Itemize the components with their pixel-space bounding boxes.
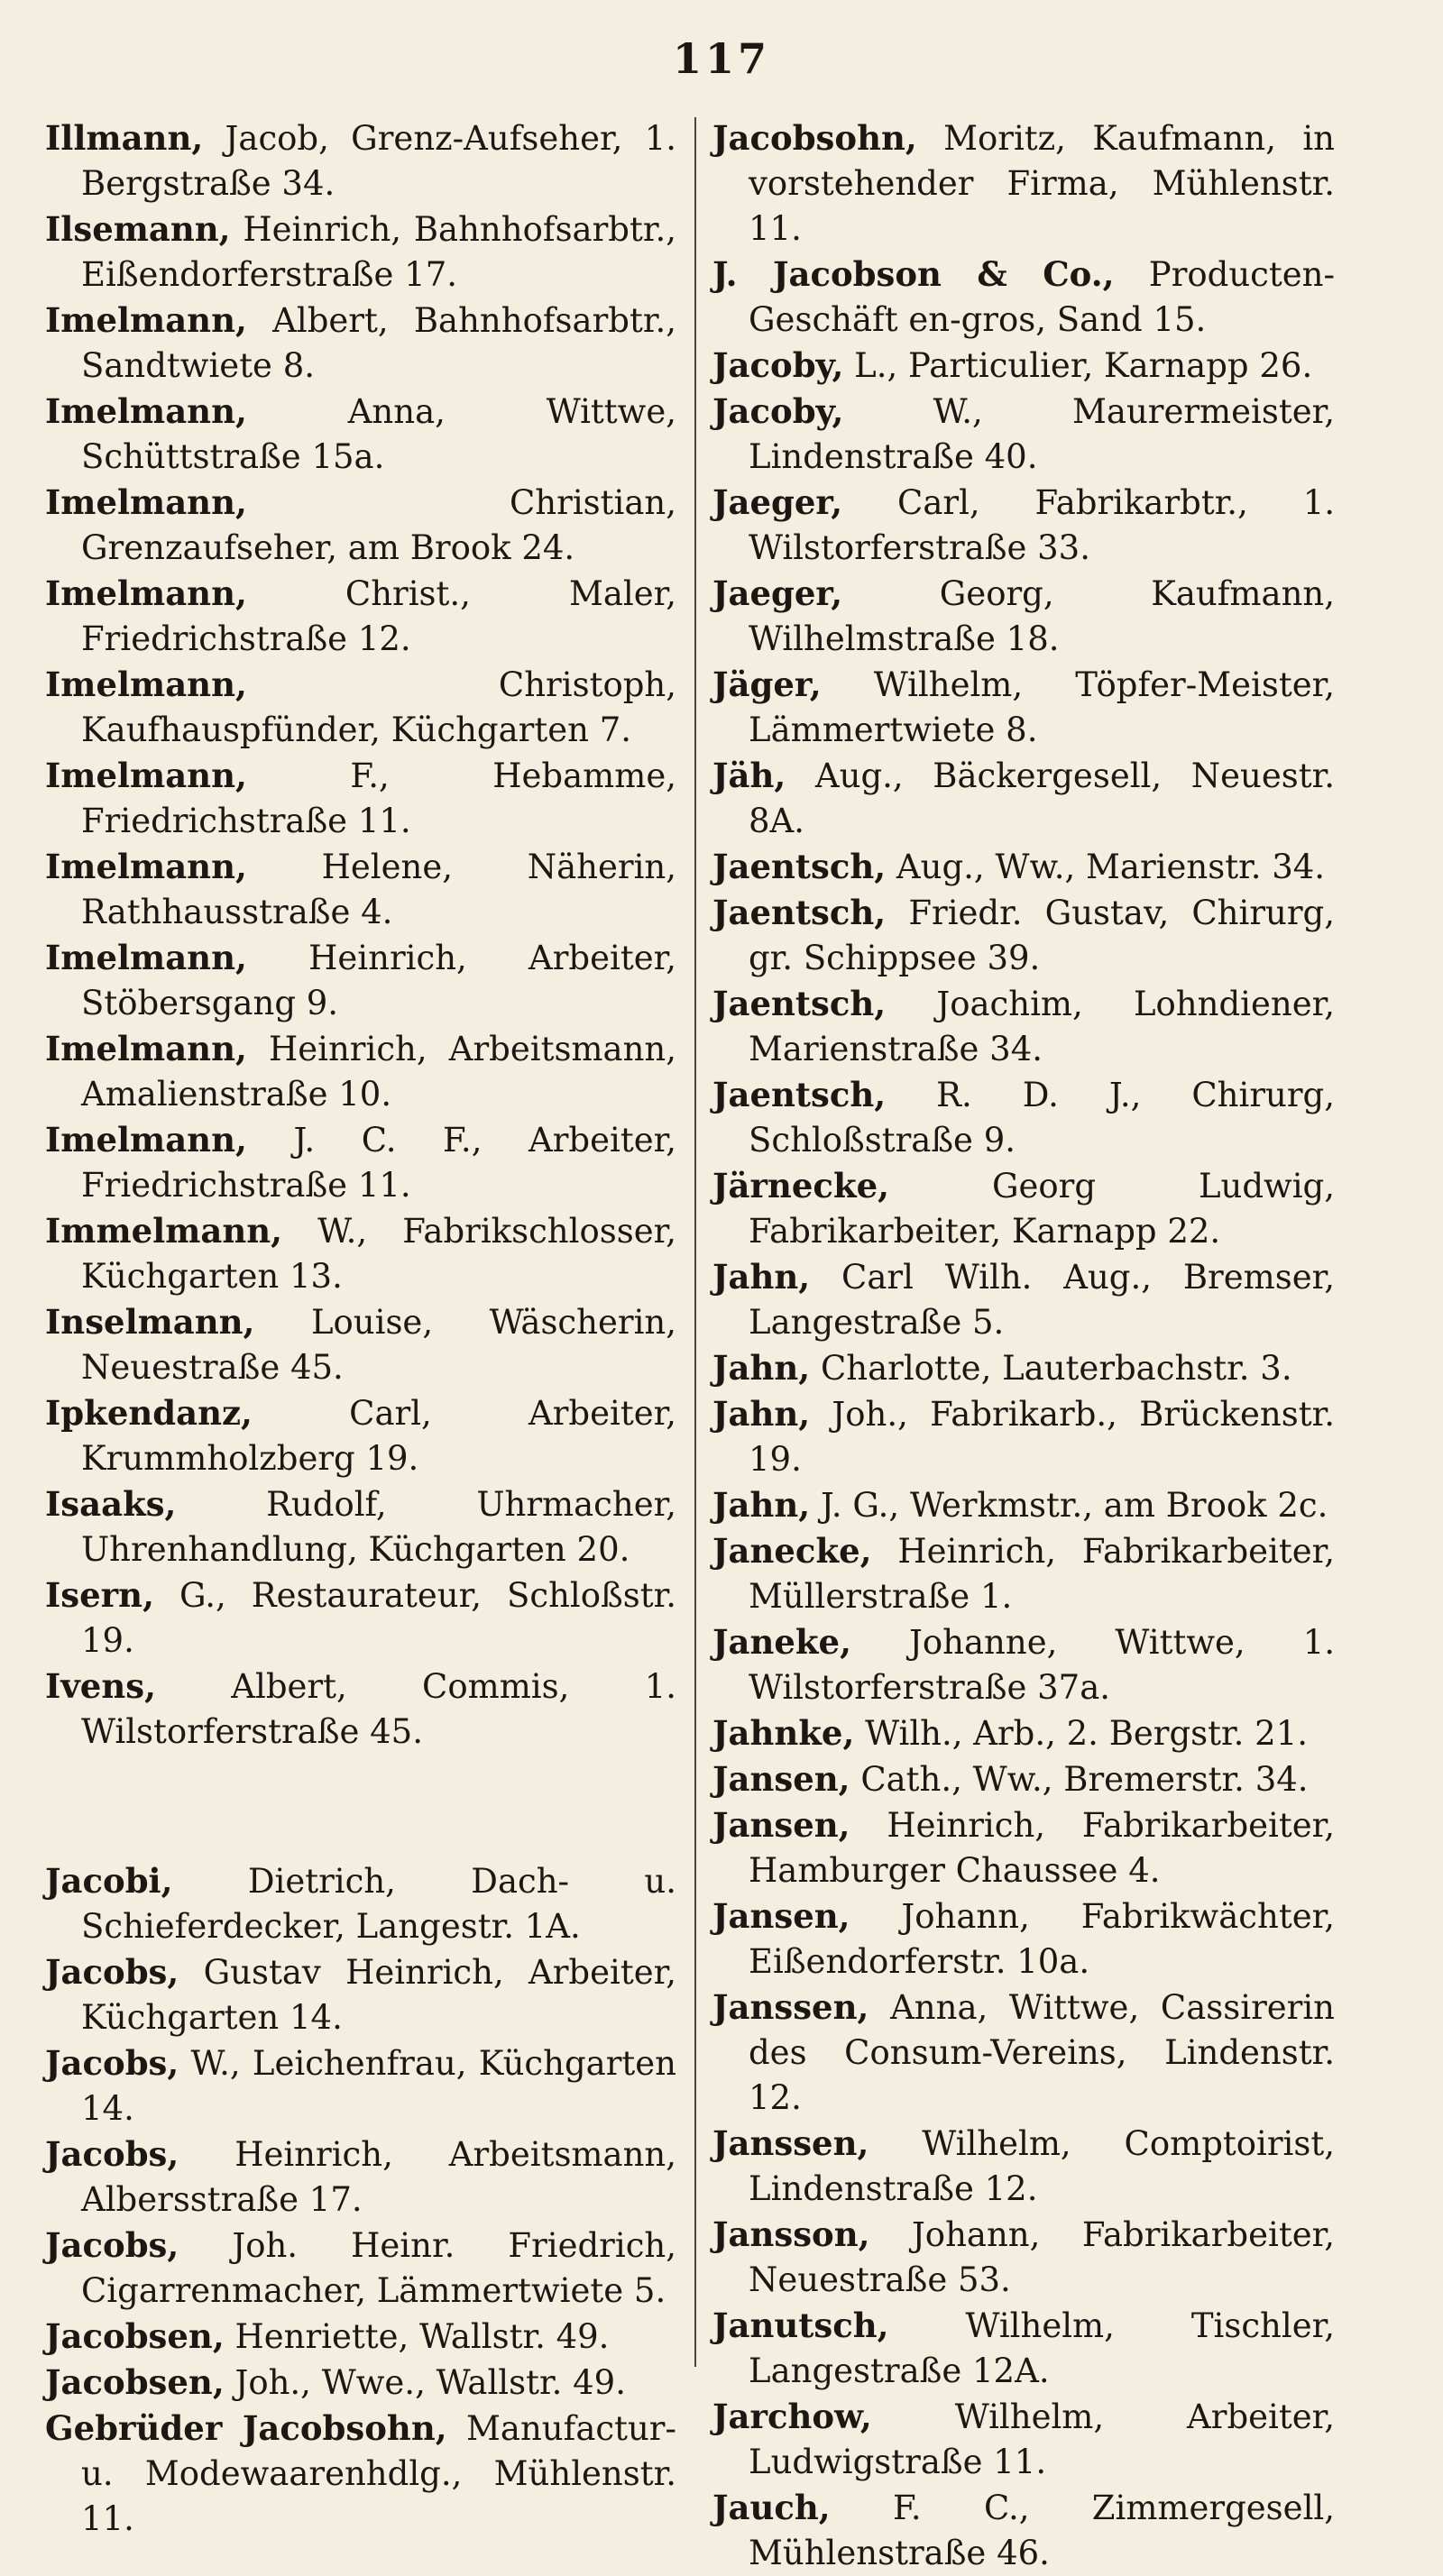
entry-details: Christian, Grenzaufseher, am Brook 24. xyxy=(81,483,676,567)
entry-surname: Janecke, xyxy=(712,1531,872,1571)
directory-entry xyxy=(712,1985,1335,2121)
directory-entry xyxy=(712,571,1335,662)
left-group-1 xyxy=(45,115,676,1755)
entry-details: Joh. Heinr. Friedrich, Cigarrenmacher, Lämmertwiete 5. xyxy=(81,2226,677,2310)
entry-details: L., Particulier, Karnapp 26. xyxy=(854,346,1313,385)
entry-details: J. G., Werkmstr., am Brook 2c. xyxy=(820,1486,1328,1525)
directory-entry xyxy=(712,115,1335,252)
entry-surname: Imelmann, xyxy=(45,847,247,886)
entry-details: Johann, Fabrikwächter, Eißendorferstr. 10a. xyxy=(749,1897,1335,1981)
directory-entry xyxy=(712,662,1335,753)
entry-details: Georg, Kaufmann, Wilhelmstraße 18. xyxy=(749,574,1335,658)
directory-entry xyxy=(45,2406,676,2542)
entry-details: Gustav Heinrich, Arbeiter, Küchgarten 14. xyxy=(81,1953,676,2037)
entry-details: Heinrich, Arbeitsmann, Albersstraße 17. xyxy=(81,2135,676,2219)
directory-entry xyxy=(712,1254,1335,1345)
directory-entry xyxy=(45,1664,676,1755)
entry-surname: Imelmann, xyxy=(45,1029,247,1068)
entry-surname: J. Jacobson & Co., xyxy=(712,254,1115,294)
entry-details: Heinrich, Bahnhofsarbtr., Eißendorferstraße 17. xyxy=(81,210,676,294)
directory-entry xyxy=(712,389,1335,480)
entry-details: Wilhelm, Comptoirist, Lindenstraße 12. xyxy=(749,2124,1336,2208)
entry-surname: Jaentsch, xyxy=(712,847,887,886)
entry-details: Carl, Fabrikarbtr., 1. Wilstorferstraße 33. xyxy=(749,483,1336,567)
entry-details: Jacob, Grenz-Aufseher, 1. Bergstraße 34. xyxy=(81,119,676,203)
directory-entry xyxy=(712,2121,1335,2212)
entry-details: G., Restaurateur, Schloßstr. 19. xyxy=(81,1576,676,1660)
entry-details: Joachim, Lohndiener, Marienstraße 34. xyxy=(749,985,1335,1068)
entry-details: Wilhelm, Arbeiter, Ludwigstraße 11. xyxy=(749,2397,1336,2481)
directory-entry xyxy=(45,662,676,753)
entry-details: Albert, Bahnhofsarbtr., Sandtwiete 8. xyxy=(81,301,676,385)
entry-surname: Jauch, xyxy=(712,2488,831,2527)
entry-surname: Janutsch, xyxy=(712,2306,889,2345)
directory-entry xyxy=(45,115,676,206)
entry-details: Heinrich, Fabrikarbeiter, Hamburger Chaussee 4. xyxy=(749,1806,1336,1890)
directory-entry xyxy=(45,1208,676,1299)
directory-entry xyxy=(712,844,1335,890)
entry-details: Rudolf, Uhrmacher, Uhrenhandlung, Küchgarten 20. xyxy=(81,1485,677,1569)
directory-entry xyxy=(45,1299,676,1390)
directory-entry xyxy=(712,480,1335,571)
entry-details: Anna, Wittwe, Cassirerin des Consum-Vereins, Lindenstr. 12. xyxy=(749,1988,1335,2117)
directory-entry xyxy=(45,480,676,571)
directory-entry xyxy=(712,2212,1335,2303)
entry-details: Moritz, Kaufmann, in vorstehender Firma, Mühlenstr. 11. xyxy=(749,119,1335,248)
entry-surname: Jäh, xyxy=(712,756,786,795)
directory-entry xyxy=(45,1572,676,1664)
entry-details: Carl Wilh. Aug., Bremser, Langestraße 5. xyxy=(749,1258,1335,1342)
entry-details: Wilh., Arb., 2. Bergstr. 21. xyxy=(865,1714,1309,1753)
directory-entry xyxy=(45,571,676,662)
directory-entry xyxy=(45,389,676,480)
entry-surname: Jahn, xyxy=(712,1394,811,1434)
entry-surname: Jacobs, xyxy=(45,2043,179,2083)
entry-details: Georg Ludwig, Fabrikarbeiter, Karnapp 22. xyxy=(749,1167,1335,1251)
directory-entry xyxy=(45,2360,676,2406)
entry-details: Heinrich, Fabrikarbeiter, Müllerstraße 1. xyxy=(749,1532,1336,1616)
right-column xyxy=(712,115,1335,2576)
entry-surname: Jacobs, xyxy=(45,1952,179,1992)
directory-entry xyxy=(45,2223,676,2314)
entry-surname: Jahn, xyxy=(712,1257,811,1297)
entry-surname: Jacobsohn, xyxy=(712,118,917,158)
entry-surname: Jansen, xyxy=(712,1759,850,1799)
entry-surname: Jacoby, xyxy=(712,345,844,385)
entry-surname: Jahn, xyxy=(712,1485,811,1525)
entry-surname: Imelmann, xyxy=(45,665,247,704)
entry-details: R. D. J., Chirurg, Schloßstraße 9. xyxy=(749,1076,1335,1160)
entry-surname: Jarchow, xyxy=(712,2397,872,2436)
directory-entry xyxy=(712,1710,1335,1756)
entry-details: Manufactur- u. Modewaarenhdlg., Mühlenstr. 11. xyxy=(81,2409,676,2538)
entry-surname: Immelmann, xyxy=(45,1211,283,1251)
entry-surname: Imelmann, xyxy=(45,1120,247,1160)
directory-entry xyxy=(45,1026,676,1117)
directory-entry xyxy=(712,1619,1335,1710)
directory-entry xyxy=(712,1802,1335,1893)
directory-entry xyxy=(45,2040,676,2131)
entry-surname: Jäger, xyxy=(712,665,822,704)
entry-surname: Jacoby, xyxy=(712,391,844,431)
directory-entry xyxy=(712,343,1335,389)
entry-details: W., Fabrikschlosser, Küchgarten 13. xyxy=(81,1212,676,1296)
entry-details: Charlotte, Lauterbachstr. 3. xyxy=(820,1349,1292,1388)
directory-entry xyxy=(712,1528,1335,1619)
entry-surname: Isaaks, xyxy=(45,1484,177,1524)
entry-details: Heinrich, Arbeiter, Stöbersgang 9. xyxy=(81,939,676,1022)
entry-surname: Jansen, xyxy=(712,1805,850,1845)
directory-entry xyxy=(45,1117,676,1208)
entry-surname: Ilsemann, xyxy=(45,209,231,249)
entry-details: Aug., Ww., Marienstr. 34. xyxy=(896,848,1326,886)
entry-details: Friedr. Gustav, Chirurg, gr. Schippsee 39. xyxy=(749,894,1335,977)
directory-entry xyxy=(45,1481,676,1572)
directory-entry xyxy=(712,2394,1335,2485)
entry-surname: Gebrüder Jacobsohn, xyxy=(45,2408,447,2448)
entry-surname: Imelmann, xyxy=(45,300,247,340)
entry-surname: Jacobi, xyxy=(45,1861,173,1901)
directory-entry xyxy=(45,1858,676,1949)
entry-details: W., Maurermeister, Lindenstraße 40. xyxy=(749,392,1336,476)
entry-details: Anna, Wittwe, Schüttstraße 15a. xyxy=(81,392,676,476)
directory-entry xyxy=(45,753,676,844)
entry-surname: Jaentsch, xyxy=(712,984,887,1023)
entry-surname: Jaentsch, xyxy=(712,1075,887,1114)
entry-surname: Imelmann, xyxy=(45,482,247,522)
directory-entry xyxy=(712,1163,1335,1254)
entry-details: Producten-Geschäft en-gros, Sand 15. xyxy=(749,255,1335,339)
entry-details: Wilhelm, Töpfer-Meister, Lämmertwiete 8. xyxy=(749,665,1335,749)
directory-entry xyxy=(45,1390,676,1481)
entry-details: Carl, Arbeiter, Krummholzberg 19. xyxy=(81,1394,676,1478)
entry-details: Joh., Fabrikarb., Brückenstr. 19. xyxy=(749,1395,1335,1479)
directory-entry xyxy=(45,298,676,389)
entry-details: Dietrich, Dach- u. Schieferdecker, Langestr. 1A. xyxy=(81,1862,676,1946)
entry-details: Christoph, Kaufhauspfünder, Küchgarten 7. xyxy=(81,665,676,749)
directory-entry xyxy=(45,2314,676,2360)
entry-surname: Jacobsen, xyxy=(45,2316,225,2356)
directory-entry xyxy=(45,2131,676,2223)
entry-surname: Janeke, xyxy=(712,1622,851,1662)
entry-surname: Jaeger, xyxy=(712,573,843,613)
entry-details: Louise, Wäscherin, Neuestraße 45. xyxy=(81,1303,676,1387)
directory-entry xyxy=(712,890,1335,981)
entry-details: Helene, Näherin, Rathhausstraße 4. xyxy=(81,848,676,931)
directory-entry xyxy=(712,1893,1335,1985)
directory-entry xyxy=(45,206,676,298)
entry-surname: Illmann, xyxy=(45,118,204,158)
entry-details: Christ., Maler, Friedrichstraße 12. xyxy=(81,574,676,658)
entry-surname: Jacobs, xyxy=(45,2225,179,2265)
directory-entry xyxy=(45,1949,676,2040)
entry-surname: Janssen, xyxy=(712,1987,869,2027)
entry-surname: Jansson, xyxy=(712,2214,870,2254)
column-divider xyxy=(694,117,696,2367)
entry-surname: Imelmann, xyxy=(45,573,247,613)
directory-entry xyxy=(712,252,1335,343)
entry-details: Henriette, Wallstr. 49. xyxy=(234,2317,610,2356)
entry-surname: Jaentsch, xyxy=(712,893,887,932)
entry-surname: Jansen, xyxy=(712,1896,850,1936)
entry-surname: Ipkendanz, xyxy=(45,1393,253,1433)
entry-details: Aug., Bäckergesell, Neuestr. 8A. xyxy=(749,756,1335,840)
directory-entry xyxy=(712,1345,1335,1391)
entry-details: F., Hebamme, Friedrichstraße 11. xyxy=(81,756,676,840)
entry-surname: Järnecke, xyxy=(712,1166,890,1205)
directory-entry xyxy=(712,1391,1335,1482)
entry-surname: Ivens, xyxy=(45,1666,156,1706)
directory-entry xyxy=(712,753,1335,844)
entry-surname: Imelmann, xyxy=(45,756,247,795)
section-gap xyxy=(45,1755,676,1858)
entry-surname: Imelmann, xyxy=(45,938,247,977)
directory-entry xyxy=(712,981,1335,1072)
directory-entry xyxy=(712,1072,1335,1163)
entry-surname: Jacobsen, xyxy=(45,2362,225,2402)
directory-entry xyxy=(712,2485,1335,2576)
directory-entry xyxy=(712,1756,1335,1802)
entry-details: Joh., Wwe., Wallstr. 49. xyxy=(234,2363,626,2402)
entry-details: J. C. F., Arbeiter, Friedrichstraße 11. xyxy=(81,1121,676,1205)
entry-surname: Jacobs, xyxy=(45,2134,179,2174)
directory-entry xyxy=(45,844,676,935)
page-number: 117 xyxy=(672,34,771,83)
entry-surname: Jahn, xyxy=(712,1348,811,1388)
entry-surname: Imelmann, xyxy=(45,391,247,431)
directory-entry xyxy=(712,1482,1335,1528)
entry-details: F. C., Zimmergesell, Mühlenstraße 46. xyxy=(749,2489,1335,2572)
entry-details: W., Leichenfrau, Küchgarten 14. xyxy=(81,2044,676,2128)
entry-surname: Inselmann, xyxy=(45,1302,255,1342)
entry-details: Johanne, Wittwe, 1. Wilstorferstraße 37a. xyxy=(749,1623,1335,1707)
entry-surname: Isern, xyxy=(45,1575,154,1615)
entry-surname: Jahnke, xyxy=(712,1713,855,1753)
directory-entry xyxy=(45,935,676,1026)
entry-details: Heinrich, Arbeitsmann, Amalienstraße 10. xyxy=(81,1030,676,1114)
left-group-2 xyxy=(45,1858,676,2542)
entry-details: Cath., Ww., Bremerstr. 34. xyxy=(860,1760,1309,1799)
entry-details: Wilhelm, Tischler, Langestraße 12A. xyxy=(749,2306,1335,2390)
left-column xyxy=(45,115,676,2542)
entry-details: Albert, Commis, 1. Wilstorferstraße 45. xyxy=(81,1667,676,1751)
entry-surname: Jaeger, xyxy=(712,482,843,522)
directory-entry xyxy=(712,2303,1335,2394)
entry-details: Johann, Fabrikarbeiter, Neuestraße 53. xyxy=(749,2215,1335,2299)
entry-surname: Janssen, xyxy=(712,2123,869,2163)
